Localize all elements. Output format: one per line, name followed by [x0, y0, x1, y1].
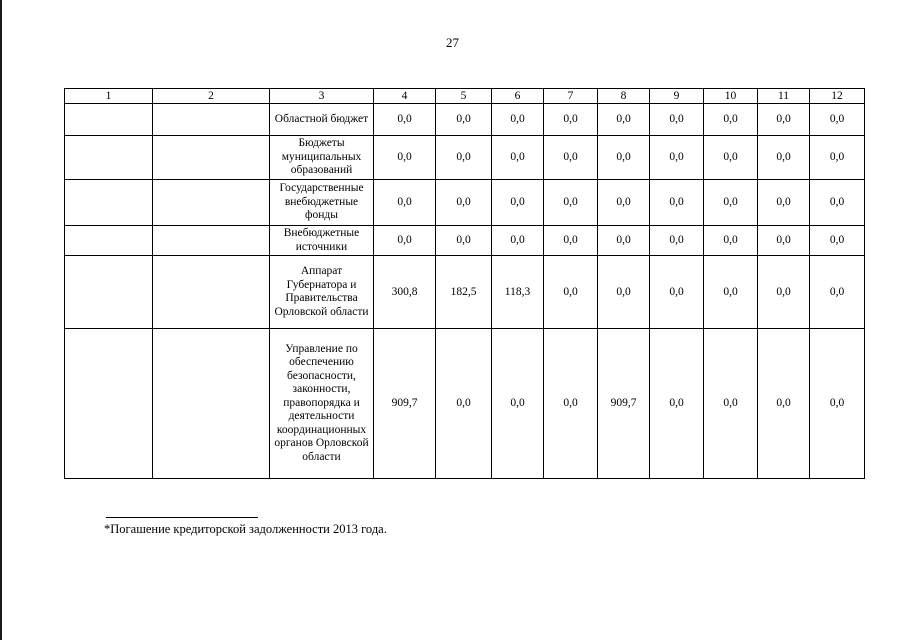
- value-cell: 0,0: [598, 136, 650, 180]
- value-cell: 0,0: [436, 136, 492, 180]
- value-cell: 0,0: [650, 104, 704, 136]
- value-cell: 0,0: [598, 256, 650, 329]
- value-cell: 0,0: [492, 329, 544, 479]
- value-cell: 0,0: [650, 329, 704, 479]
- value-cell: 0,0: [598, 226, 650, 256]
- value-cell: 0,0: [704, 256, 758, 329]
- table-cell: [153, 180, 270, 226]
- table-row: [65, 256, 865, 329]
- value-cell: 0,0: [758, 226, 810, 256]
- value-cell: 0,0: [492, 136, 544, 180]
- table-cell: [65, 256, 153, 329]
- value-cell: 0,0: [436, 329, 492, 479]
- column-header: 12: [810, 89, 865, 104]
- table-header-row: [65, 89, 865, 104]
- column-header: 3: [270, 89, 374, 104]
- value-cell: 0,0: [704, 136, 758, 180]
- value-cell: 0,0: [704, 180, 758, 226]
- column-header: 4: [374, 89, 436, 104]
- table-cell: [65, 104, 153, 136]
- row-name-cell: Государственные внебюджетные фонды: [270, 180, 374, 226]
- value-cell: 0,0: [544, 136, 598, 180]
- value-cell: 0,0: [650, 226, 704, 256]
- value-cell: 0,0: [704, 226, 758, 256]
- value-cell: 0,0: [650, 180, 704, 226]
- value-cell: 0,0: [650, 256, 704, 329]
- table-row: [65, 136, 865, 180]
- column-header: 1: [65, 89, 153, 104]
- value-cell: 0,0: [810, 104, 865, 136]
- row-name-cell: Бюджеты муниципальных образований: [270, 136, 374, 180]
- table-cell: [153, 104, 270, 136]
- value-cell: 0,0: [704, 329, 758, 479]
- column-header: 11: [758, 89, 810, 104]
- table-cell: [153, 136, 270, 180]
- column-header: 9: [650, 89, 704, 104]
- table-cell: [153, 256, 270, 329]
- value-cell: 0,0: [544, 329, 598, 479]
- budget-table: [64, 88, 865, 479]
- row-name-cell: Областной бюджет: [270, 104, 374, 136]
- value-cell: 0,0: [758, 329, 810, 479]
- column-header: 2: [153, 89, 270, 104]
- value-cell: 0,0: [374, 226, 436, 256]
- table-cell: [65, 329, 153, 479]
- column-header: 6: [492, 89, 544, 104]
- row-name-cell: Аппарат Губернатора и Правительства Орловской области: [270, 256, 374, 329]
- table-cell: [153, 226, 270, 256]
- value-cell: 0,0: [436, 226, 492, 256]
- value-cell: 0,0: [810, 136, 865, 180]
- value-cell: 0,0: [492, 104, 544, 136]
- row-name-cell: Управление по обеспечению безопасности, законности, правопорядка и деятельности координационных органов Орловской области: [270, 329, 374, 479]
- value-cell: 0,0: [810, 256, 865, 329]
- value-cell: 0,0: [492, 226, 544, 256]
- value-cell: 0,0: [374, 104, 436, 136]
- table-row: [65, 104, 865, 136]
- table-row: [65, 180, 865, 226]
- value-cell: 0,0: [758, 256, 810, 329]
- row-name-cell: Внебюджетные источники: [270, 226, 374, 256]
- footnote-divider: [106, 517, 258, 518]
- table-row: [65, 226, 865, 256]
- value-cell: 300,8: [374, 256, 436, 329]
- value-cell: 0,0: [810, 329, 865, 479]
- table-cell: [153, 329, 270, 479]
- value-cell: 0,0: [758, 136, 810, 180]
- value-cell: 0,0: [544, 226, 598, 256]
- value-cell: 0,0: [374, 136, 436, 180]
- value-cell: 0,0: [758, 180, 810, 226]
- value-cell: 0,0: [650, 136, 704, 180]
- table-cell: [65, 136, 153, 180]
- value-cell: 0,0: [810, 180, 865, 226]
- value-cell: 0,0: [436, 180, 492, 226]
- value-cell: 0,0: [544, 256, 598, 329]
- footnote-text: *Погашение кредиторской задолженности 2013 года.: [104, 522, 387, 536]
- value-cell: 0,0: [492, 180, 544, 226]
- value-cell: 0,0: [374, 180, 436, 226]
- column-header: 5: [436, 89, 492, 104]
- column-header: 10: [704, 89, 758, 104]
- column-header: 7: [544, 89, 598, 104]
- value-cell: 0,0: [758, 104, 810, 136]
- value-cell: 0,0: [810, 226, 865, 256]
- value-cell: 0,0: [544, 180, 598, 226]
- value-cell: 0,0: [598, 104, 650, 136]
- value-cell: 182,5: [436, 256, 492, 329]
- value-cell: 0,0: [598, 180, 650, 226]
- value-cell: 909,7: [374, 329, 436, 479]
- value-cell: 118,3: [492, 256, 544, 329]
- page-left-edge: [0, 0, 2, 640]
- value-cell: 0,0: [544, 104, 598, 136]
- value-cell: 0,0: [436, 104, 492, 136]
- column-header: 8: [598, 89, 650, 104]
- table-cell: [65, 226, 153, 256]
- value-cell: 0,0: [704, 104, 758, 136]
- page-number: 27: [446, 35, 459, 50]
- table-cell: [65, 180, 153, 226]
- value-cell: 909,7: [598, 329, 650, 479]
- table-row: [65, 329, 865, 479]
